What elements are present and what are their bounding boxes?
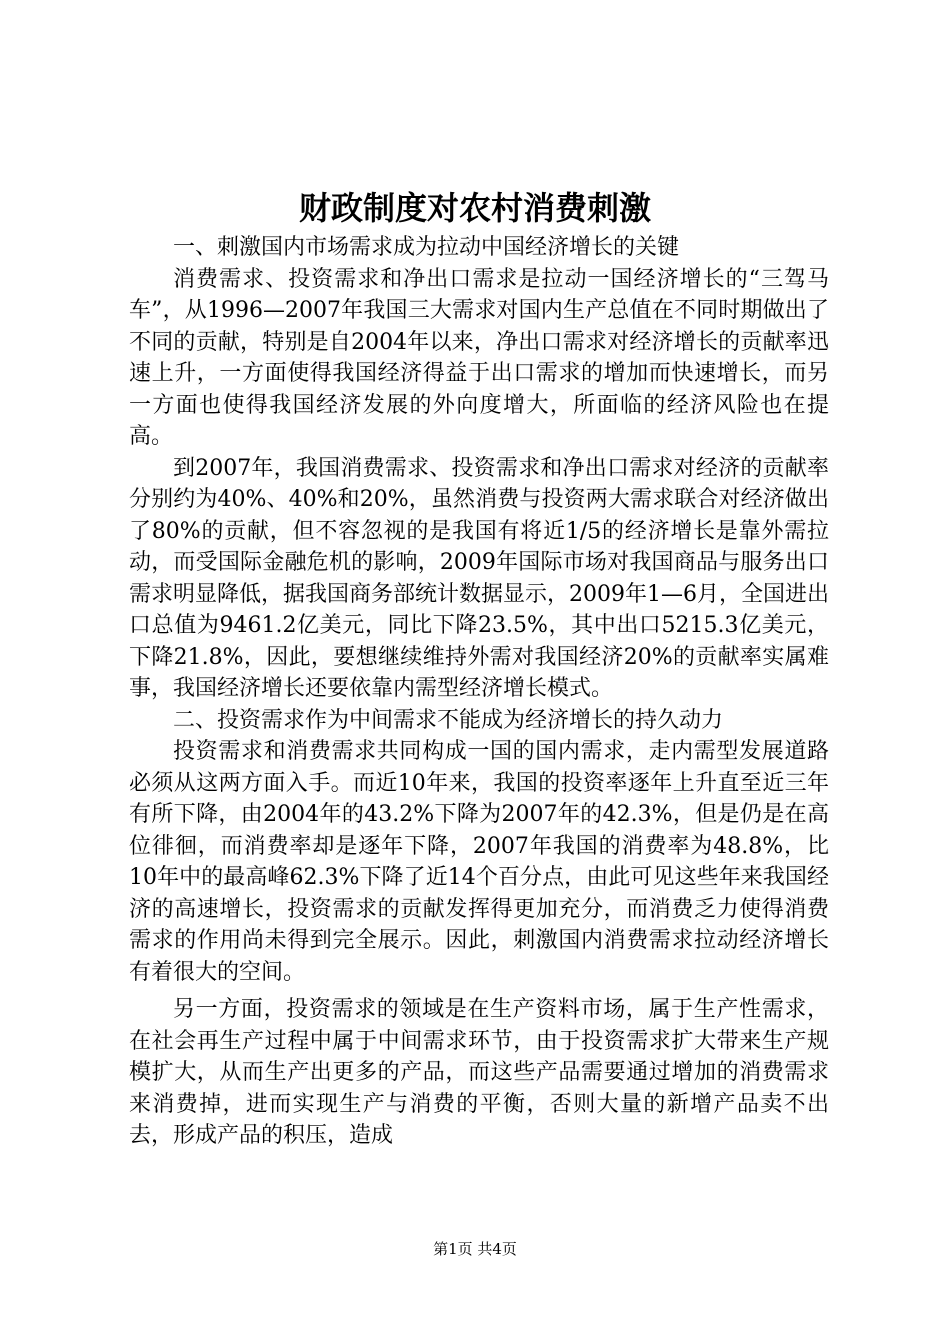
page-footer: 第1页 共4页 — [433, 1240, 517, 1258]
section-heading-1: 一、刺激国内市场需求成为拉动中国经济增长的关键 — [173, 235, 680, 260]
document-body — [129, 232, 829, 1152]
paragraph: 投资需求和消费需求共同构成一国的国内需求，走内需型发展道路必须从这两方面入手。而近10年来，我国的投资率逐年上升直至近三年有所下降，由2004年的43.2%下降为2007年的42.3%，但是仍是在高位徘徊，而消费率却是逐年下降，2007年我国的消费率为48.8%，比10年中的最高峰62.3%下降了近14个百分点，由此可见这些年来我国经济的高速增长，投资需求的贡献发挥得更加充分，而消费乏力使得消费需求的作用尚未得到完全展示。因此，刺激国内消费需求拉动经济增长有着很大的空间。 — [129, 739, 829, 985]
document-title: 财政制度对农村消费刺激 — [298, 189, 651, 227]
paragraph: 到2007年，我国消费需求、投资需求和净出口需求对经济的贡献率分别约为40%、40%和20%，虽然消费与投资两大需求联合对经济做出了80%的贡献，但不容忽视的是我国有将近1/5的经济增长是靠外需拉动，而受国际金融危机的影响，2009年国际市场对我国商品与服务出口需求明显降低，据我国商务部统计数据显示，2009年1—6月，全国进出口总值为9461.2亿美元，同比下降23.5%，其中出口5215.3亿美元，下降21.8%，因此，要想继续维持外需对我国经济20%的贡献率实属难事，我国经济增长还要依靠内需型经济增长模式。 — [129, 455, 829, 701]
section-heading-2: 二、投资需求作为中间需求不能成为经济增长的持久动力 — [173, 707, 724, 733]
paragraph: 另一方面，投资需求的领域是在生产资料市场，属于生产性需求，在社会再生产过程中属于中间需求环节，由于投资需求扩大带来生产规模扩大，从而生产出更多的产品，而这些产品需要通过增加的消费需求来消费掉，进而实现生产与消费的平衡，否则大量的新增产品卖不出去，形成产品的积压，造成 — [129, 997, 829, 1148]
paragraph: 消费需求、投资需求和净出口需求是拉动一国经济增长的“三驾马车”，从1996—2007年我国三大需求对国内生产总值在不同时期做出了不同的贡献，特别是自2004年以来，净出口需求对经济增长的贡献率迅速上升，一方面使得我国经济得益于出口需求的增加而快速增长，而另一方面也使得我国经济发展的外向度增大，所面临的经济风险也在提高。 — [129, 266, 829, 449]
